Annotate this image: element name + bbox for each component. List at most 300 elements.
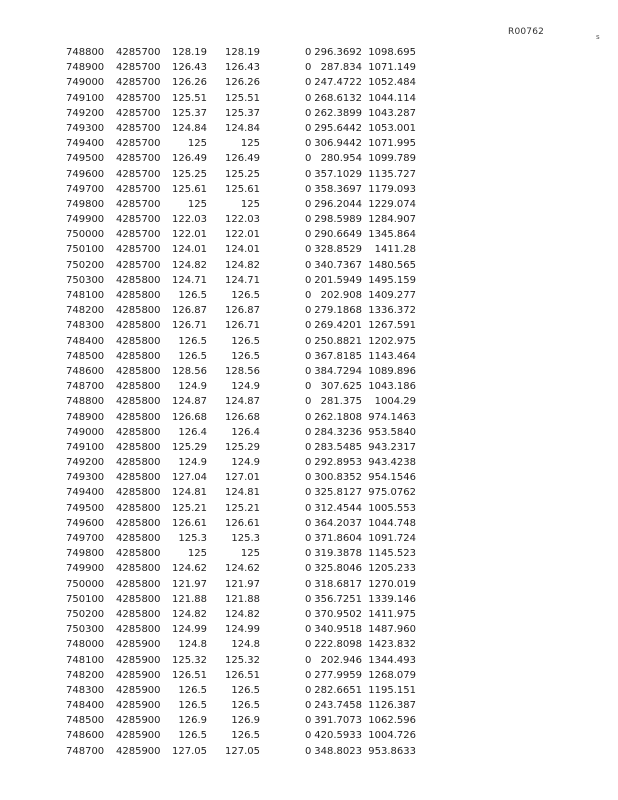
zero-flag-cell: 0 [305, 335, 312, 347]
table-row [0, 242, 618, 257]
table-row [0, 273, 618, 288]
value-a-cell: 125 [187, 198, 207, 210]
zero-flag-cell: 0 [305, 411, 312, 423]
value-d-cell: 974.1463 [368, 411, 416, 423]
value-a-cell: 128.19 [172, 47, 207, 58]
value-c-cell: 391.7073 [314, 715, 362, 727]
zero-flag-cell: 0 [305, 214, 312, 226]
value-b-cell: 122.01 [225, 229, 260, 241]
value-d-cell: 953.5840 [368, 426, 416, 438]
x-coordinate-cell: 748800 [66, 47, 105, 58]
value-a-cell: 124.82 [172, 608, 207, 620]
value-a-cell: 126.4 [178, 426, 207, 438]
value-b-cell: 126.5 [231, 700, 260, 712]
zero-flag-cell: 0 [305, 715, 312, 727]
zero-flag-cell: 0 [305, 548, 312, 560]
value-b-cell: 126.68 [225, 411, 260, 423]
table-row [0, 410, 618, 425]
value-a-cell: 122.03 [172, 214, 207, 226]
zero-flag-cell: 0 [305, 122, 312, 134]
value-a-cell: 126.26 [172, 77, 207, 89]
value-d-cell: 1071.995 [368, 138, 416, 150]
value-d-cell: 1043.287 [368, 107, 416, 119]
table-row [0, 501, 618, 516]
table-row [0, 379, 618, 394]
value-c-cell: 319.3878 [314, 548, 362, 560]
value-d-cell: 1179.093 [368, 183, 416, 195]
value-a-cell: 125.51 [172, 92, 207, 104]
x-coordinate-cell: 748700 [66, 745, 105, 757]
zero-flag-cell: 0 [305, 502, 312, 514]
value-d-cell: 1143.464 [368, 350, 416, 362]
table-row [0, 151, 618, 166]
value-b-cell: 125.3 [231, 533, 260, 544]
value-c-cell: 243.7458 [314, 700, 362, 712]
value-c-cell: 298.5989 [314, 214, 362, 226]
y-coordinate-cell: 4285800 [116, 396, 161, 408]
table-row [0, 516, 618, 531]
value-c-cell: 281.375 [320, 396, 362, 408]
x-coordinate-cell: 749500 [66, 153, 105, 165]
value-b-cell: 124.82 [225, 259, 260, 271]
x-coordinate-cell: 748900 [66, 411, 105, 423]
value-a-cell: 121.97 [172, 578, 207, 590]
y-coordinate-cell: 4285700 [116, 198, 161, 210]
value-d-cell: 1267.591 [368, 320, 416, 332]
x-coordinate-cell: 749400 [66, 138, 105, 150]
value-b-cell: 126.9 [231, 715, 260, 727]
x-coordinate-cell: 750200 [66, 259, 105, 271]
value-b-cell: 125.61 [225, 183, 260, 195]
value-a-cell: 124.99 [172, 624, 207, 636]
value-c-cell: 287.834 [320, 62, 362, 74]
value-b-cell: 126.5 [231, 335, 260, 347]
y-coordinate-cell: 4285800 [116, 578, 161, 590]
table-row [0, 349, 618, 364]
y-coordinate-cell: 4285800 [116, 350, 161, 362]
y-coordinate-cell: 4285700 [116, 92, 161, 104]
table-row [0, 136, 618, 151]
value-c-cell: 202.946 [320, 654, 362, 666]
value-b-cell: 126.49 [225, 153, 260, 165]
value-c-cell: 307.625 [320, 381, 362, 393]
x-coordinate-cell: 749200 [66, 107, 105, 119]
value-d-cell: 1423.832 [368, 639, 416, 651]
y-coordinate-cell: 4285700 [116, 153, 161, 165]
zero-flag-cell: 0 [305, 92, 312, 104]
value-c-cell: 269.4201 [314, 320, 362, 332]
value-a-cell: 124.9 [178, 457, 207, 469]
table-row [0, 227, 618, 242]
value-c-cell: 420.5933 [314, 730, 362, 742]
value-d-cell: 1409.277 [368, 290, 416, 301]
value-b-cell: 126.5 [231, 730, 260, 742]
value-a-cell: 124.01 [172, 244, 207, 256]
value-c-cell: 296.3692 [314, 47, 362, 58]
value-a-cell: 126.5 [178, 700, 207, 712]
x-coordinate-cell: 750100 [66, 244, 105, 256]
value-b-cell: 125.32 [225, 654, 260, 666]
value-a-cell: 125.25 [172, 168, 207, 180]
value-a-cell: 126.9 [178, 715, 207, 727]
y-coordinate-cell: 4285800 [116, 472, 161, 484]
value-c-cell: 284.3236 [314, 426, 362, 438]
value-a-cell: 126.5 [178, 290, 207, 301]
value-d-cell: 1284.907 [368, 214, 416, 226]
x-coordinate-cell: 748200 [66, 305, 105, 317]
x-coordinate-cell: 750300 [66, 274, 105, 286]
value-c-cell: 202.908 [320, 290, 362, 301]
value-d-cell: 1487.960 [368, 624, 416, 636]
zero-flag-cell: 0 [305, 669, 312, 681]
value-c-cell: 262.3899 [314, 107, 362, 119]
zero-flag-cell: 0 [305, 274, 312, 286]
value-d-cell: 1336.372 [368, 305, 416, 317]
value-d-cell: 1053.001 [368, 122, 416, 134]
zero-flag-cell: 0 [305, 654, 312, 666]
value-b-cell: 126.71 [225, 320, 260, 332]
y-coordinate-cell: 4285700 [116, 138, 161, 150]
zero-flag-cell: 0 [305, 77, 312, 89]
zero-flag-cell: 0 [305, 608, 312, 620]
value-a-cell: 124.84 [172, 122, 207, 134]
x-coordinate-cell: 748600 [66, 730, 105, 742]
y-coordinate-cell: 4285800 [116, 608, 161, 620]
value-b-cell: 128.19 [225, 47, 260, 58]
table-row [0, 182, 618, 197]
value-d-cell: 1339.146 [368, 593, 416, 605]
value-d-cell: 1071.149 [368, 62, 416, 74]
zero-flag-cell: 0 [305, 457, 312, 469]
value-c-cell: 328.8529 [314, 244, 362, 256]
value-c-cell: 384.7294 [314, 365, 362, 377]
value-c-cell: 296.2044 [314, 198, 362, 210]
y-coordinate-cell: 4285800 [116, 335, 161, 347]
value-b-cell: 124.84 [225, 122, 260, 134]
value-a-cell: 125.37 [172, 107, 207, 119]
table-row [0, 728, 618, 743]
value-a-cell: 125.3 [178, 533, 207, 544]
value-d-cell: 1268.079 [368, 669, 416, 681]
value-a-cell: 122.01 [172, 229, 207, 241]
value-c-cell: 358.3697 [314, 183, 362, 195]
value-b-cell: 125 [240, 198, 260, 210]
y-coordinate-cell: 4285800 [116, 563, 161, 575]
value-a-cell: 125 [187, 548, 207, 560]
value-b-cell: 126.5 [231, 684, 260, 696]
zero-flag-cell: 0 [305, 578, 312, 590]
value-d-cell: 975.0762 [368, 487, 416, 499]
value-a-cell: 125.32 [172, 654, 207, 666]
value-c-cell: 357.1029 [314, 168, 362, 180]
value-b-cell: 125 [240, 138, 260, 150]
x-coordinate-cell: 749100 [66, 92, 105, 104]
value-d-cell: 1270.019 [368, 578, 416, 590]
value-d-cell: 1411.975 [368, 608, 416, 620]
table-row [0, 561, 618, 576]
value-b-cell: 124.01 [225, 244, 260, 256]
value-a-cell: 124.71 [172, 274, 207, 286]
table-row [0, 121, 618, 136]
value-b-cell: 124.71 [225, 274, 260, 286]
x-coordinate-cell: 748200 [66, 669, 105, 681]
table-row [0, 334, 618, 349]
value-d-cell: 1135.727 [368, 168, 416, 180]
y-coordinate-cell: 4285700 [116, 122, 161, 134]
value-b-cell: 126.5 [231, 290, 260, 301]
value-b-cell: 126.5 [231, 350, 260, 362]
zero-flag-cell: 0 [305, 153, 312, 165]
value-d-cell: 1044.114 [368, 92, 416, 104]
value-d-cell: 1052.484 [368, 77, 416, 89]
y-coordinate-cell: 4285700 [116, 244, 161, 256]
value-b-cell: 124.9 [231, 381, 260, 393]
x-coordinate-cell: 749700 [66, 533, 105, 544]
value-d-cell: 1205.233 [368, 563, 416, 575]
zero-flag-cell: 0 [305, 745, 312, 757]
value-c-cell: 292.8953 [314, 457, 362, 469]
x-coordinate-cell: 749300 [66, 472, 105, 484]
value-c-cell: 325.8046 [314, 563, 362, 575]
y-coordinate-cell: 4285800 [116, 502, 161, 514]
table-row [0, 197, 618, 212]
y-coordinate-cell: 4285700 [116, 183, 161, 195]
data-table [0, 45, 618, 759]
table-row [0, 425, 618, 440]
y-coordinate-cell: 4285800 [116, 274, 161, 286]
value-a-cell: 124.9 [178, 381, 207, 393]
value-a-cell: 126.68 [172, 411, 207, 423]
y-coordinate-cell: 4285900 [116, 745, 161, 757]
value-c-cell: 295.6442 [314, 122, 362, 134]
value-a-cell: 126.49 [172, 153, 207, 165]
value-a-cell: 121.88 [172, 593, 207, 605]
y-coordinate-cell: 4285800 [116, 426, 161, 438]
zero-flag-cell: 0 [305, 198, 312, 210]
x-coordinate-cell: 749800 [66, 198, 105, 210]
value-d-cell: 1043.186 [368, 381, 416, 393]
y-coordinate-cell: 4285800 [116, 365, 161, 377]
x-coordinate-cell: 749600 [66, 517, 105, 529]
x-coordinate-cell: 748900 [66, 62, 105, 74]
value-d-cell: 943.2317 [368, 441, 416, 453]
zero-flag-cell: 0 [305, 684, 312, 696]
value-c-cell: 300.8352 [314, 472, 362, 484]
y-coordinate-cell: 4285800 [116, 305, 161, 317]
value-d-cell: 1005.553 [368, 502, 416, 514]
value-b-cell: 128.56 [225, 365, 260, 377]
value-c-cell: 371.8604 [314, 533, 362, 544]
value-c-cell: 312.4544 [314, 502, 362, 514]
table-row [0, 364, 618, 379]
value-d-cell: 1195.151 [368, 684, 416, 696]
table-row [0, 455, 618, 470]
x-coordinate-cell: 749100 [66, 441, 105, 453]
x-coordinate-cell: 749000 [66, 77, 105, 89]
value-d-cell: 1099.789 [368, 153, 416, 165]
x-coordinate-cell: 748600 [66, 365, 105, 377]
x-coordinate-cell: 749000 [66, 426, 105, 438]
x-coordinate-cell: 749800 [66, 548, 105, 560]
value-a-cell: 124.62 [172, 563, 207, 575]
x-coordinate-cell: 750000 [66, 229, 105, 241]
value-b-cell: 124.81 [225, 487, 260, 499]
zero-flag-cell: 0 [305, 183, 312, 195]
zero-flag-cell: 0 [305, 290, 312, 301]
x-coordinate-cell: 748300 [66, 320, 105, 332]
value-d-cell: 943.4238 [368, 457, 416, 469]
x-coordinate-cell: 750100 [66, 593, 105, 605]
table-row [0, 318, 618, 333]
x-coordinate-cell: 749200 [66, 457, 105, 469]
value-b-cell: 126.26 [225, 77, 260, 89]
value-b-cell: 124.8 [231, 639, 260, 651]
value-d-cell: 1411.28 [374, 244, 416, 256]
x-coordinate-cell: 748700 [66, 381, 105, 393]
value-a-cell: 126.5 [178, 350, 207, 362]
value-c-cell: 222.8098 [314, 639, 362, 651]
value-c-cell: 340.9518 [314, 624, 362, 636]
zero-flag-cell: 0 [305, 381, 312, 393]
x-coordinate-cell: 748400 [66, 700, 105, 712]
value-d-cell: 1344.493 [368, 654, 416, 666]
zero-flag-cell: 0 [305, 138, 312, 150]
zero-flag-cell: 0 [305, 441, 312, 453]
y-coordinate-cell: 4285700 [116, 214, 161, 226]
zero-flag-cell: 0 [305, 517, 312, 529]
value-c-cell: 201.5949 [314, 274, 362, 286]
table-row [0, 698, 618, 713]
table-row [0, 394, 618, 409]
y-coordinate-cell: 4285800 [116, 533, 161, 544]
zero-flag-cell: 0 [305, 229, 312, 241]
x-coordinate-cell: 748300 [66, 684, 105, 696]
value-a-cell: 126.61 [172, 517, 207, 529]
value-c-cell: 318.6817 [314, 578, 362, 590]
y-coordinate-cell: 4285800 [116, 548, 161, 560]
y-coordinate-cell: 4285800 [116, 593, 161, 605]
value-d-cell: 1145.523 [368, 548, 416, 560]
table-row [0, 683, 618, 698]
value-a-cell: 125.61 [172, 183, 207, 195]
value-d-cell: 1098.695 [368, 47, 416, 58]
value-c-cell: 306.9442 [314, 138, 362, 150]
table-row [0, 75, 618, 90]
value-d-cell: 1004.726 [368, 730, 416, 742]
table-row [0, 303, 618, 318]
value-a-cell: 126.87 [172, 305, 207, 317]
value-d-cell: 1229.074 [368, 198, 416, 210]
table-row [0, 637, 618, 652]
value-a-cell: 124.82 [172, 259, 207, 271]
value-b-cell: 126.87 [225, 305, 260, 317]
zero-flag-cell: 0 [305, 700, 312, 712]
value-d-cell: 954.1546 [368, 472, 416, 484]
value-a-cell: 126.5 [178, 684, 207, 696]
y-coordinate-cell: 4285700 [116, 229, 161, 241]
value-a-cell: 124.81 [172, 487, 207, 499]
y-coordinate-cell: 4285700 [116, 62, 161, 74]
value-c-cell: 262.1808 [314, 411, 362, 423]
value-a-cell: 126.43 [172, 62, 207, 74]
x-coordinate-cell: 748000 [66, 639, 105, 651]
y-coordinate-cell: 4285900 [116, 730, 161, 742]
y-coordinate-cell: 4285900 [116, 654, 161, 666]
value-a-cell: 127.04 [172, 472, 207, 484]
table-row [0, 440, 618, 455]
value-d-cell: 1091.724 [368, 533, 416, 544]
value-c-cell: 325.8127 [314, 487, 362, 499]
value-b-cell: 127.05 [225, 745, 260, 757]
value-a-cell: 124.8 [178, 639, 207, 651]
value-b-cell: 125.29 [225, 441, 260, 453]
x-coordinate-cell: 749400 [66, 487, 105, 499]
value-c-cell: 280.954 [320, 153, 362, 165]
y-coordinate-cell: 4285700 [116, 259, 161, 271]
table-row [0, 546, 618, 561]
value-d-cell: 1004.29 [374, 396, 416, 408]
value-a-cell: 127.05 [172, 745, 207, 757]
value-a-cell: 125 [187, 138, 207, 150]
zero-flag-cell: 0 [305, 533, 312, 544]
y-coordinate-cell: 4285800 [116, 457, 161, 469]
value-b-cell: 126.4 [231, 426, 260, 438]
x-coordinate-cell: 748100 [66, 654, 105, 666]
y-coordinate-cell: 4285800 [116, 441, 161, 453]
y-coordinate-cell: 4285700 [116, 47, 161, 58]
value-b-cell: 125.51 [225, 92, 260, 104]
y-coordinate-cell: 4285900 [116, 700, 161, 712]
table-row [0, 622, 618, 637]
y-coordinate-cell: 4285900 [116, 715, 161, 727]
table-row [0, 592, 618, 607]
x-coordinate-cell: 750000 [66, 578, 105, 590]
value-c-cell: 367.8185 [314, 350, 362, 362]
zero-flag-cell: 0 [305, 305, 312, 317]
value-c-cell: 290.6649 [314, 229, 362, 241]
x-coordinate-cell: 749500 [66, 502, 105, 514]
zero-flag-cell: 0 [305, 487, 312, 499]
x-coordinate-cell: 750300 [66, 624, 105, 636]
value-c-cell: 250.8821 [314, 335, 362, 347]
x-coordinate-cell: 748500 [66, 350, 105, 362]
value-c-cell: 282.6651 [314, 684, 362, 696]
value-b-cell: 126.43 [225, 62, 260, 74]
table-row [0, 258, 618, 273]
y-coordinate-cell: 4285800 [116, 517, 161, 529]
zero-flag-cell: 0 [305, 107, 312, 119]
value-b-cell: 126.61 [225, 517, 260, 529]
x-coordinate-cell: 750200 [66, 608, 105, 620]
value-d-cell: 1089.896 [368, 365, 416, 377]
y-coordinate-cell: 4285900 [116, 669, 161, 681]
zero-flag-cell: 0 [305, 624, 312, 636]
x-coordinate-cell: 749900 [66, 563, 105, 575]
table-row [0, 485, 618, 500]
table-row [0, 668, 618, 683]
value-a-cell: 126.5 [178, 335, 207, 347]
table-row [0, 607, 618, 622]
zero-flag-cell: 0 [305, 472, 312, 484]
zero-flag-cell: 0 [305, 639, 312, 651]
value-b-cell: 125 [240, 548, 260, 560]
value-d-cell: 1202.975 [368, 335, 416, 347]
value-b-cell: 121.97 [225, 578, 260, 590]
value-b-cell: 124.99 [225, 624, 260, 636]
zero-flag-cell: 0 [305, 563, 312, 575]
value-d-cell: 1480.565 [368, 259, 416, 271]
table-row [0, 531, 618, 546]
